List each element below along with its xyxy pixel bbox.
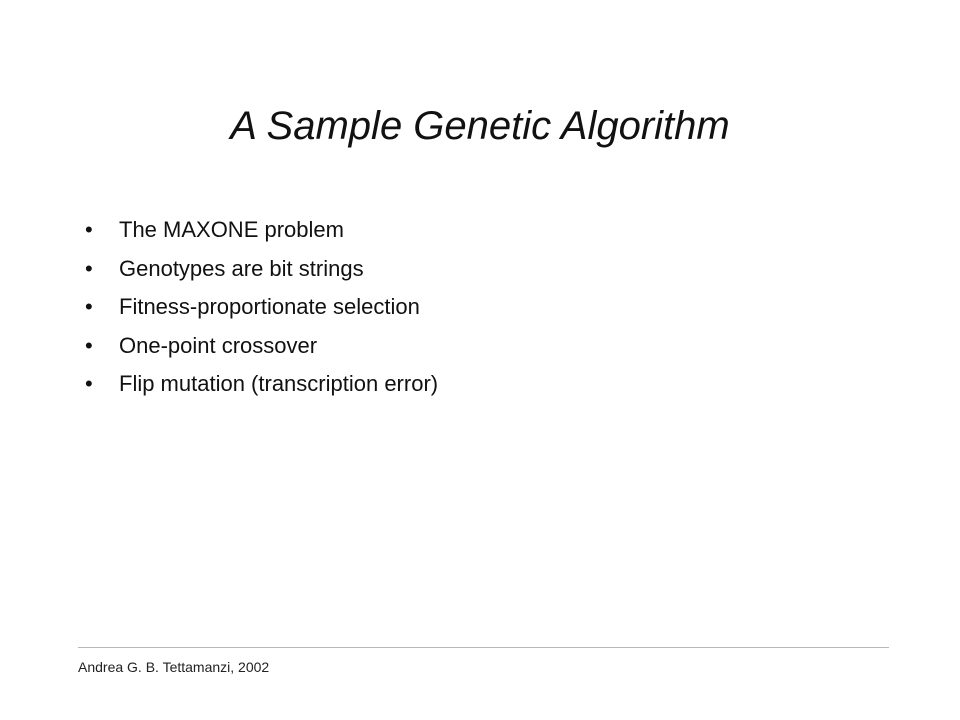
bullet-text: The MAXONE problem (119, 217, 344, 242)
footer-credit: Andrea G. B. Tettamanzi, 2002 (78, 659, 270, 675)
bullet-icon: • (85, 217, 93, 242)
footer-divider (78, 647, 889, 648)
bullet-list (85, 211, 438, 404)
list-item (85, 288, 438, 327)
list-item (85, 365, 438, 404)
list-item (85, 327, 438, 366)
list-item (85, 250, 438, 289)
bullet-icon: • (85, 294, 93, 319)
bullet-icon: • (85, 371, 93, 396)
list-item (85, 211, 438, 250)
bullet-text: Flip mutation (transcription error) (119, 371, 439, 396)
slide-title: A Sample Genetic Algorithm (230, 104, 730, 148)
bullet-text: One-point crossover (119, 332, 318, 358)
bullet-text: Genotypes are bit strings (119, 255, 364, 281)
bullet-icon: • (85, 332, 93, 358)
bullet-icon: • (85, 255, 93, 281)
bullet-text: Fitness-proportionate selection (119, 294, 420, 319)
